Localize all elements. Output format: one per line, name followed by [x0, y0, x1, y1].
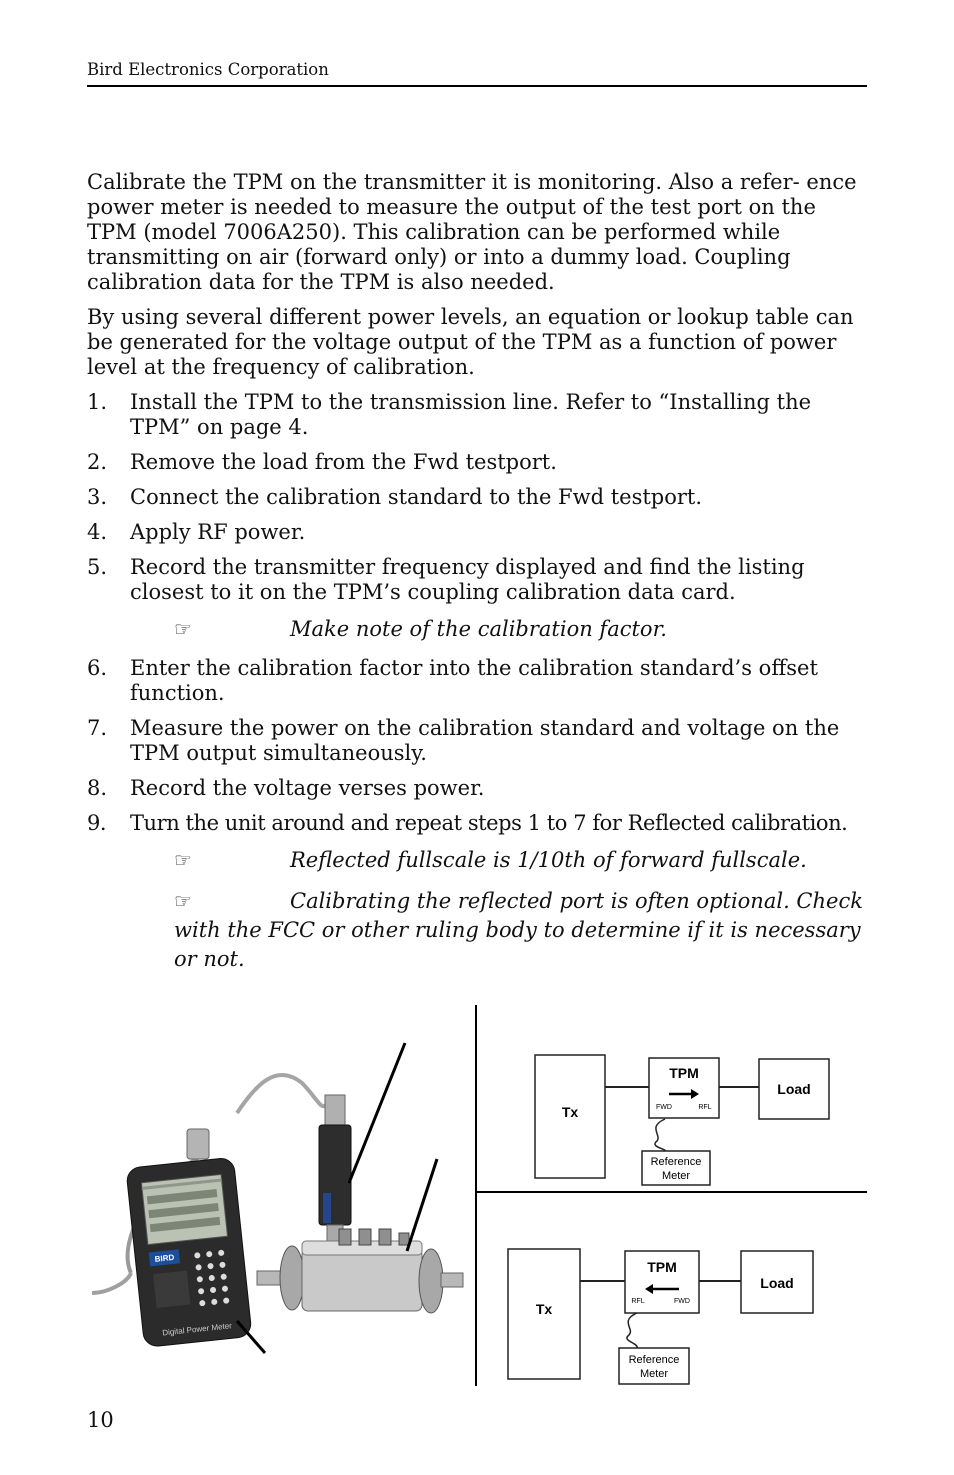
list-item [87, 520, 867, 545]
figure-svg [87, 1003, 867, 1388]
step-text: Remove the load from the Fwd testport. [130, 450, 557, 474]
step-text: Enter the calibration factor into the calibration standard’s offset function. [130, 656, 818, 705]
step-text: Record the voltage verses power. [130, 776, 485, 800]
reference-meter-label-forward-2: Meter [661, 1170, 691, 1182]
tpm-body [302, 1249, 422, 1311]
reflected-sensor-cable [627, 1313, 637, 1348]
step-text: Record the transmitter frequency displayed and find the listing closest to it on the TPM’s coupling calibration data card. [130, 555, 805, 604]
tx-label-forward: Tx [561, 1104, 579, 1120]
reference-meter-label-reflected-1: Reference [628, 1354, 680, 1366]
main-content [87, 170, 867, 986]
list-item [87, 390, 867, 440]
step-text: Turn the unit around and repeat steps 1 to 7 for Reflected calibration. [130, 811, 848, 835]
flange-left [280, 1246, 304, 1310]
tpm-label-reflected: TPM [647, 1259, 677, 1275]
calibration-steps [87, 390, 867, 605]
rfl-label-reflected: RFL [631, 1298, 645, 1305]
step-number: 6. [87, 656, 108, 680]
load-label-reflected: Load [760, 1275, 794, 1291]
note-text: Calibrating the reflected port is often optional. Check with the FCC or other ruling body to determine if it is necessary or not. [174, 889, 863, 971]
list-item [87, 450, 867, 475]
forward-calibration-diagram [535, 1055, 829, 1185]
list-item [87, 485, 867, 510]
tx-label-reflected: Tx [535, 1301, 553, 1317]
forward-sensor-cable [655, 1119, 665, 1151]
reflected-calibration-diagram [508, 1249, 813, 1384]
sensor-cable [237, 1075, 327, 1113]
fwd-label-reflected: FWD [674, 1298, 690, 1305]
meter-brand-text: BIRD [154, 1252, 175, 1264]
meter-and-tpm-photo [92, 1043, 463, 1353]
reference-meter-label-forward-1: Reference [650, 1156, 702, 1168]
step-number: 5. [87, 555, 108, 579]
callout-line-testport [407, 1159, 437, 1251]
step-text: Measure the power on the calibration standard and voltage on the TPM output simultaneously. [130, 716, 840, 765]
pointing-hand-icon: ☞ [174, 617, 192, 641]
note-calibration-factor [174, 615, 867, 644]
calibration-setup-figure [87, 1003, 867, 1388]
list-item [87, 776, 867, 801]
calibration-steps-continued [87, 656, 867, 836]
line-stub-right [441, 1273, 463, 1287]
step-text: Connect the calibration standard to the Fwd testport. [130, 485, 703, 509]
step-number: 7. [87, 716, 108, 740]
running-header: Bird Electronics Corporation [87, 60, 329, 79]
step-number: 1. [87, 390, 108, 414]
step-text: Install the TPM to the transmission line. Refer to “Installing the TPM” on page 4. [130, 390, 812, 439]
pointing-hand-icon: ☞ [174, 848, 192, 872]
list-item [87, 716, 867, 766]
sensor-connector [325, 1095, 345, 1125]
step-number: 8. [87, 776, 108, 800]
intro-paragraph-2: By using several different power levels, an equation or lookup table can be generated for the voltage output of the TPM as a function of power level at the frequency of calibration. [87, 305, 854, 379]
intro-paragraph-1: Calibrate the TPM on the transmitter it is monitoring. Also a refer- ence power meter is needed to measure the output of the test port on the TPM (model 7006A250). This calibration can be performed while transmitting on air (forward only) or into a dummy load. Coupling calibration data for the TPM is also needed. [87, 170, 857, 294]
note-text: Reflected fullscale is 1/10th of forward fullscale. [290, 848, 807, 872]
reference-meter-label-reflected-2: Meter [639, 1368, 669, 1380]
note-text: Make note of the calibration factor. [290, 617, 667, 641]
note-reflected-fullscale [174, 846, 867, 875]
flange-right [419, 1249, 443, 1313]
rfl-label-forward: RFL [698, 1104, 712, 1111]
step-number: 4. [87, 520, 108, 544]
step-number: 9. [87, 811, 107, 835]
tpm-label-forward: TPM [669, 1065, 699, 1081]
list-item [87, 656, 867, 706]
meter-caption-text: Digital Power Meter [161, 1321, 233, 1338]
step-text: Apply RF power. [130, 520, 306, 544]
list-item [87, 555, 867, 605]
step-number: 3. [87, 485, 108, 509]
page-number: 10 [87, 1408, 114, 1432]
fwd-label-forward: FWD [656, 1104, 672, 1111]
callout-line-sensor [349, 1043, 405, 1183]
pointing-hand-icon: ☞ [174, 889, 192, 913]
list-item [87, 811, 867, 836]
header-divider [87, 85, 867, 87]
step-number: 2. [87, 450, 108, 474]
load-label-forward: Load [777, 1081, 811, 1097]
note-reflected-optional [174, 887, 867, 974]
meter-connector [187, 1129, 209, 1159]
